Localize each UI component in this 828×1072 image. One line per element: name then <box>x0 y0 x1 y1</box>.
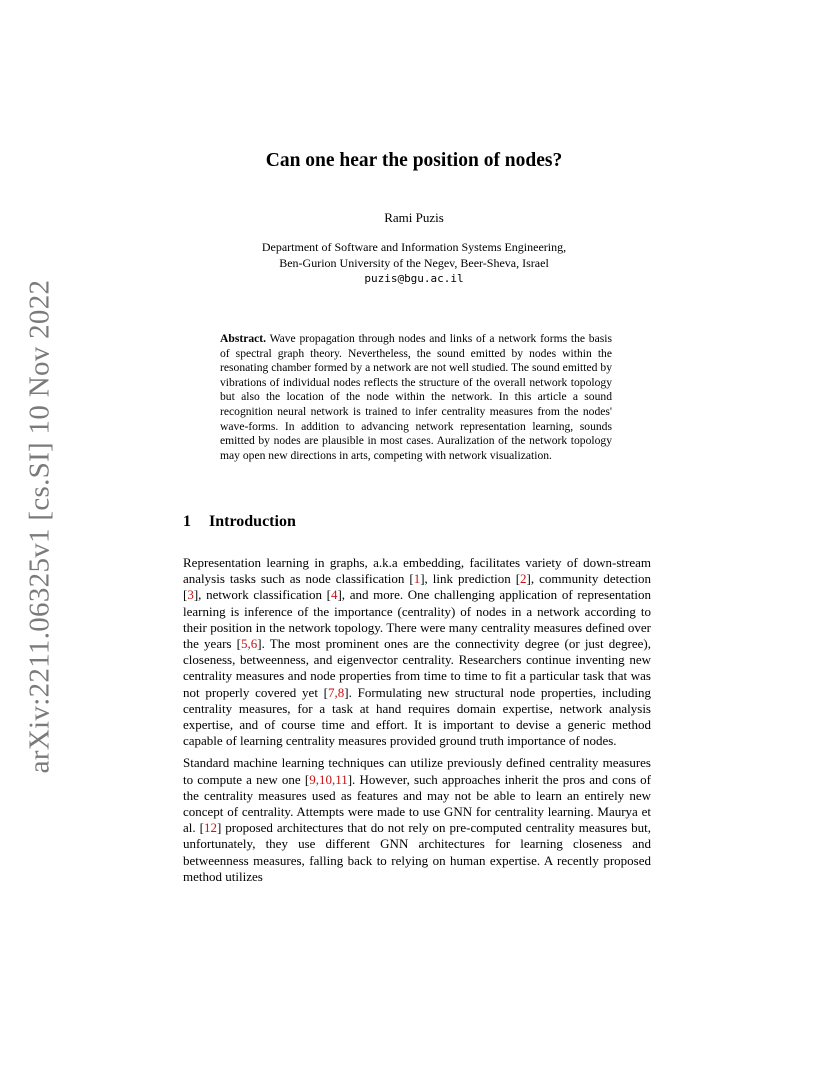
author-email[interactable]: puzis@bgu.ac.il <box>364 272 464 285</box>
citation-link[interactable]: 9,10,11 <box>309 771 348 787</box>
citation-link[interactable]: 12 <box>203 820 217 836</box>
citation-link[interactable]: 5,6 <box>240 636 258 652</box>
citation-link[interactable]: 4 <box>330 587 338 603</box>
abstract <box>220 332 612 463</box>
author-name: Rami Puzis <box>384 210 444 225</box>
text-run: ], link prediction [ <box>420 571 521 587</box>
affiliation-university: Ben-Gurion University of the Negev, Beer-Sheva, Israel <box>279 255 549 270</box>
text-run: Standard machine learning techniques can utilize previously defined centrality measures to compute a new one [ <box>183 755 651 787</box>
citation-link[interactable]: 7,8 <box>328 684 345 700</box>
text-run: ]. Formulating new structural node properties, including centrality measures, for a task at hand requires domain expertise, network analysis expertise, and of course time and effort. It is important to devise a generic method capable of learning centrality measures provided ground truth importance of nodes. <box>183 684 651 749</box>
citation-link[interactable]: 1 <box>413 571 421 587</box>
text-run: ], community detection [ <box>183 571 651 603</box>
arxiv-identifier <box>22 279 58 773</box>
text-run: Representation learning in graphs, a.k.a embedding, facilitates variety of down-stream analysis tasks such as node classification [ <box>183 555 651 587</box>
text-run: ], and more. One challenging application of representation learning is inference of the importance (centrality) of nodes in a network according to their position in the network topology. There were many centrality measures defined over the years [ <box>183 587 651 652</box>
arxiv-identifier-text: arXiv:2211.06325v1 [cs.SI] 10 Nov 2022 <box>23 279 56 773</box>
text-run: ]. The most prominent ones are the connectivity degree (or just degree), closeness, betweenness, and eigenvector centrality. Researchers continue inventing new centrality measures and node properties from time to time to fit a particular task that was not properly covered yet [ <box>183 636 651 700</box>
section-title: Introduction <box>209 513 296 530</box>
abstract-text: Wave propagation through nodes and links of a network forms the basis of spectral graph theory. Nevertheless, the sound emitted by nodes within the resonating chamber formed by a network are not well studied. The sound emitted by vibrations of individual nodes reflects the structure of the overall network topology but also the location of the node within the network. In this article a sound recognition neural network is trained to infer centrality measures from the nodes' wave-forms. In addition to advancing network representation learning, sounds emitted by nodes are plausible in most cases. Auralization of the network topology may open new directions in arts, competing with network visualization. <box>220 332 612 462</box>
body-text <box>183 555 651 891</box>
text-run: ] proposed architectures that do not rely on pre-computed centrality measures but, unfortunately, they use different GNN architectures for learning closeness and betweenness measures, falling back to relying on human expertise. A recently proposed method utilizes <box>183 820 651 884</box>
affiliation-department: Department of Software and Information Systems Engineering, <box>261 240 567 254</box>
paragraph <box>183 755 651 885</box>
paragraph <box>183 555 651 749</box>
affiliation <box>0 240 828 287</box>
citation-link[interactable]: 2 <box>520 571 527 587</box>
abstract-label: Abstract. <box>220 332 267 345</box>
text-run: ], network classification [ <box>193 587 331 603</box>
text-run: ]. However, such approaches inherit the pros and cons of the centrality measures used as features and may not be able to learn an entirely new concept of centrality. Attempts were made to use GNN for centrality learning. Maurya et al. [ <box>183 771 651 836</box>
paper-title: Can one hear the position of nodes? <box>265 150 563 171</box>
section-heading <box>183 513 296 531</box>
citation-link[interactable]: 3 <box>187 587 194 603</box>
section-number: 1 <box>183 513 191 530</box>
